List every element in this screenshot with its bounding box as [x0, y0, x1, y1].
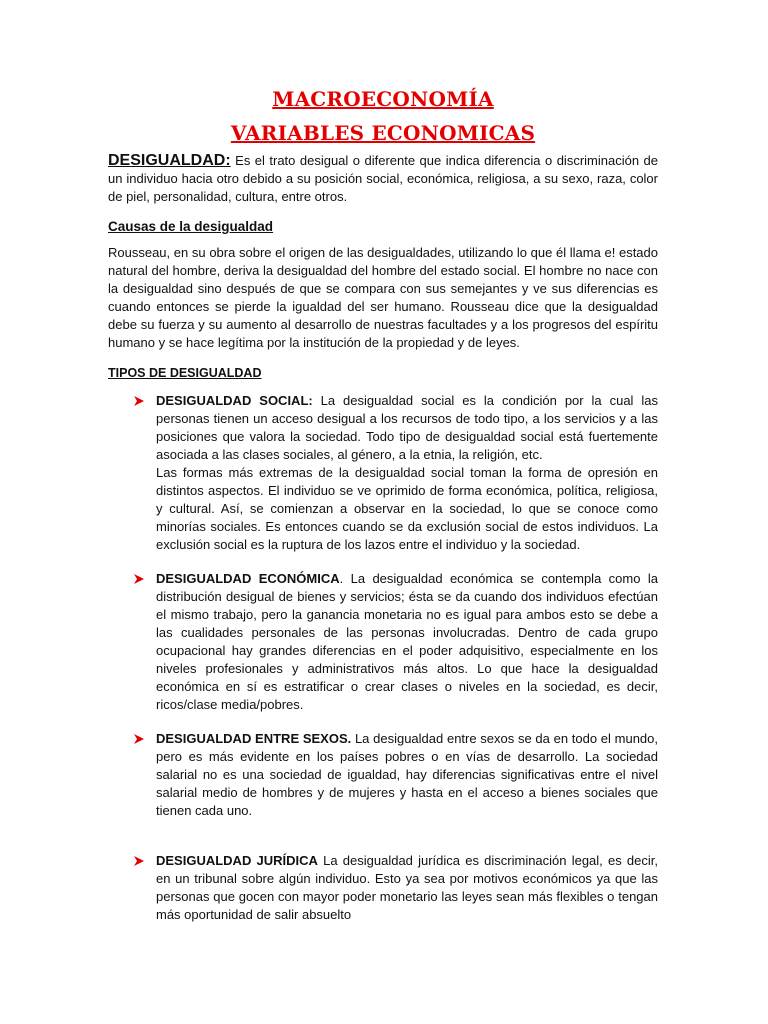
document-subtitle: VARIABLES ECONOMICAS — [230, 121, 536, 145]
intro-text: Es el trato desigual o diferente que indica diferencia o discriminación de un individuo hacia otro debido a su posición social, económica, religiosa, a su sexo, raza, color de piel, personalidad, cultura, entre otros. — [108, 153, 658, 204]
arrow-bullet-icon — [132, 852, 146, 870]
arrow-bullet-icon — [132, 570, 146, 588]
causes-heading: Causas de la desigualdad — [108, 219, 274, 234]
list-item-body — [156, 730, 658, 820]
list-item-body — [156, 392, 658, 464]
list-item-desigualdad-social — [108, 392, 658, 554]
arrow-bullet-icon — [132, 730, 146, 748]
list-item-body — [156, 852, 658, 924]
list-item-body — [156, 570, 658, 714]
causes-paragraph: Rousseau, en su obra sobre el origen de las desigualdades, utilizando lo que él llama e! estado natural del hombre, deriva la desigualdad del hombre del estado social. El hombre no nace con la desigualdad sino después de que se compara con sus semejantes y ve sus diferencias es cuando entonces se pierde la igualdad del ser humano. Rousseau dice que la desigualdad debe su fuerza y su aumento al desarrollo de nuestras facultades y a los progresos del espíritu humano y se hace legítima por la institución de la propiedad y de leyes. — [108, 245, 658, 350]
list-item-continuation: Las formas más extremas de la desigualdad social toman la forma de opresión en distintos aspectos. El individuo se ve oprimido de forma económica, política, religiosa, y cultural. Así, se comienzan a observar en la sociedad, lo que se conoce como minorías sociales. Es entonces cuando se da exclusión social de estos individuos. La exclusión social es la ruptura de los lazos entre el individuo y la sociedad. — [156, 465, 658, 552]
list-item-desigualdad-juridica — [108, 852, 658, 924]
document-page — [108, 86, 658, 924]
list-item-text: La desigualdad jurídica es discriminación legal, es decir, en un tribunal sobre algún individuo. Esto ya sea por motivos económicos ya que las personas que gocen con mayor poder monetario las leyes sean más flexibles o tengan más oportunidad de salir absuelto — [156, 853, 658, 922]
document-title: MACROECONOMÍA — [272, 87, 494, 111]
intro-term: DESIGUALDAD: — [108, 152, 231, 169]
list-item-label: DESIGUALDAD ENTRE SEXOS. — [156, 731, 352, 746]
list-item-text: La desigualdad social es la condición por la cual las personas tienen un acceso desigual a los recursos de todo tipo, a los servicios y a las posiciones que valora la sociedad. Todo tipo de desigualdad social está fuertemente asociada a las clases sociales, al género, a la etnia, la religión, etc. — [156, 393, 658, 462]
list-item-desigualdad-economica — [108, 570, 658, 714]
list-item-text: . La desigualdad económica se contempla como la distribución desigual de bienes y servicios; ésta se da cuando dos individuos efectúan el mismo trabajo, pero la ganancia monetaria no es igual para ambos esto se debe a las cualidades personales de las personas involucradas. Dentro de cada grupo ocupacional hay grandes diferencias en el poder adquisitivo, especialmente en los niveles profesionales y administrativos más altos. Lo que hace la desigualdad económica en sí es estratificar o crear clases o niveles en la sociedad, es decir, ricos/clase media/pobres. — [156, 571, 658, 712]
types-heading: TIPOS DE DESIGUALDAD — [108, 366, 262, 380]
arrow-bullet-icon — [132, 392, 146, 410]
list-item-label: DESIGUALDAD JURÍDICA — [156, 853, 318, 868]
intro-paragraph — [108, 152, 658, 206]
list-item-desigualdad-entre-sexos — [108, 730, 658, 820]
list-item-label: DESIGUALDAD SOCIAL: — [156, 393, 313, 408]
list-item-label: DESIGUALDAD ECONÓMICA — [156, 571, 340, 586]
list-item-text: La desigualdad entre sexos se da en todo el mundo, pero es más evidente en los países pobres o en vías de desarrollo. La sociedad salarial no es una sociedad de igualdad, hay diferencias significativas entre el nivel salarial medio de hombres y de mujeres y hasta en el acceso a bienes sociales que tienen cada uno. — [156, 731, 658, 818]
